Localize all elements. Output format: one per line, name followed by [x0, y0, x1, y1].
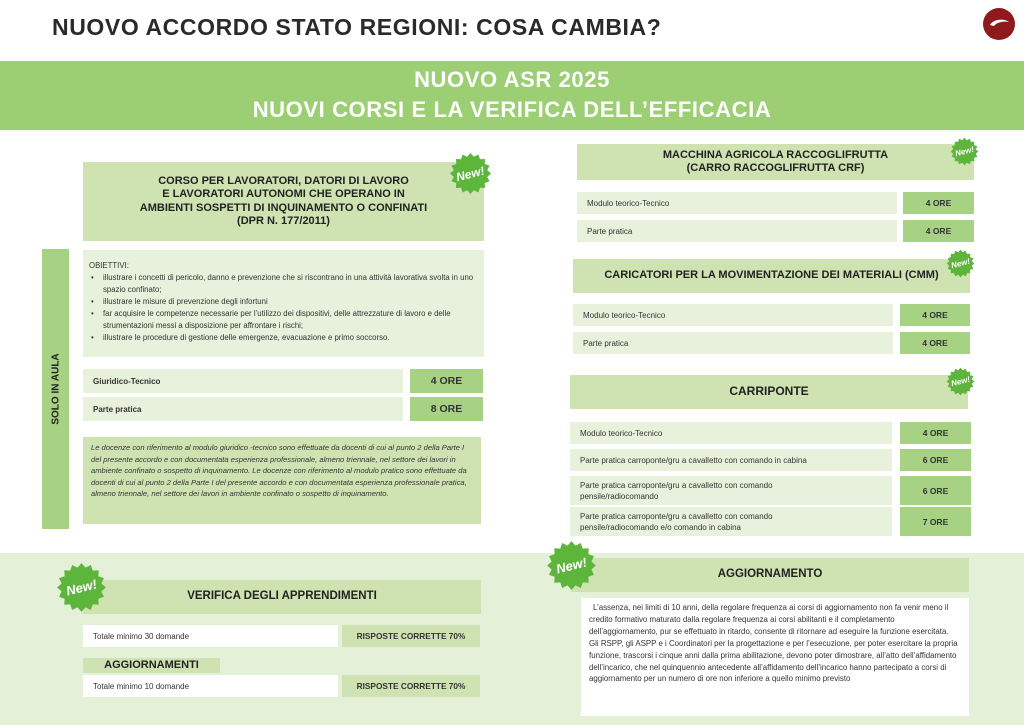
module-label: Parte pratica: [587, 226, 633, 236]
confinati-title-line: (DPR N. 177/2011): [237, 215, 330, 227]
module-row: [573, 304, 893, 326]
verifica-row-value: RISPOSTE CORRETTE 70%: [342, 625, 480, 647]
objectives-box: [83, 250, 484, 357]
module-label: Giuridico-Tecnico: [93, 376, 161, 386]
badge-text: New!: [950, 374, 971, 389]
new-badge: [56, 562, 107, 613]
teachers-note: Le docenze con riferimento al modulo giuridico -tecnico sono effettuate da docenti di cui al punto 2 della Parte I del presente accordo e con documentata esperienza professionale, almeno triennale, nel settore dei lavori in ambiente confinato o sospetto di inquinamento. Le docenze con riferimento al modulo pratico sono effettuate da docenti di cui al punto 2 della Parte I del presente accordo e con documentata esperienza professionale pratica, almeno triennale, nel settore dei lavori in ambiente confinato o sospetto di inquinamento.: [83, 437, 481, 524]
caricatori-title-text: CARICATORI PER LA MOVIMENTAZIONE DEI MATERIALI (CMM): [604, 269, 939, 282]
side-label: [42, 249, 69, 529]
new-badge: [950, 137, 979, 166]
module-row: [570, 422, 892, 444]
module-hours: 8 ORE: [410, 397, 483, 421]
objective-item: • illustrare le misure di prevenzione degli infortuni: [89, 296, 484, 308]
new-badge: [946, 249, 975, 278]
raccoglifrutta-title-line: MACCHINA AGRICOLA RACCOGLIFRUTTA: [662, 148, 889, 161]
module-label: Parte pratica carroponte/gru a cavalletto con comando in cabina: [580, 455, 807, 465]
module-label: Modulo teorico-Tecnico: [583, 310, 666, 320]
module-row: [573, 332, 893, 354]
aggiornamenti-row-label: Totale minimo 10 domande: [93, 681, 190, 691]
module-label: Parte pratica carroponte/gru a cavalletto con comando pensile/radiocomando e/o comando in cabina: [580, 511, 773, 532]
aggiornamento-paragraph: Gli RSPP, gli ASPP e i Coordinatori per la progettazione e per l’esecuzione, per poter esercitare la propria funzione, trascorsi i cinque anni dalla prima abilitazione, devono poter dimostrare, all’atto dell’affidamento dell’incarico, che nel quinquennio antecedente all’affidamento dell’incarico hanno partecipato a corsi di aggiornamento per un numero di ore non inferiore a quello minimo previsto: [589, 638, 958, 684]
module-hours: 7 ORE: [900, 507, 971, 536]
module-hours: 4 ORE: [410, 369, 483, 393]
badge-text: New!: [954, 144, 975, 159]
verifica-title: [83, 580, 481, 614]
module-label: Parte pratica carroponte/gru a cavalletto con comando pensile/radiocomando: [580, 480, 773, 501]
side-label-text: SOLO IN AULA: [50, 353, 61, 425]
logo: [983, 8, 1015, 40]
module-hours: 4 ORE: [900, 304, 970, 326]
objective-item: • far acquisire le competenze necessarie per l’utilizzo dei dispositivi, delle attrezzature di lavoro e delle strumentazioni messi a disposizione per affrontare i rischi;: [89, 308, 484, 332]
confinati-title-line: CORSO PER LAVORATORI, DATORI DI LAVORO: [158, 174, 409, 187]
new-badge: [546, 540, 597, 591]
module-hours: 4 ORE: [900, 422, 971, 444]
raccoglifrutta-title: [577, 144, 974, 180]
module-hours: 6 ORE: [900, 449, 971, 471]
module-row: [83, 369, 403, 393]
banner: [0, 61, 1024, 130]
objectives-list: [89, 272, 484, 344]
objective-item: • illustrare le procedure di gestione delle emergenze, evacuazione e primo soccorso.: [89, 332, 484, 344]
confinati-title-line: E LAVORATORI AUTONOMI CHE OPERANO IN: [162, 188, 405, 200]
badge-text: New!: [454, 163, 487, 184]
new-badge: [449, 152, 492, 195]
aggiornamento-title: [571, 558, 969, 592]
carriponte-title: [570, 375, 968, 409]
raccoglifrutta-title-line: (CARRO RACCOGLIFRUTTA CRF): [686, 162, 865, 174]
module-hours: 4 ORE: [903, 220, 974, 242]
module-row: [577, 192, 897, 214]
module-label: Modulo teorico-Tecnico: [587, 198, 670, 208]
new-badge: [946, 367, 975, 396]
logo-icon: [983, 8, 1015, 40]
page-title: NUOVO ACCORDO STATO REGIONI: COSA CAMBIA?: [52, 14, 662, 40]
aggiornamento-title-text: AGGIORNAMENTO: [717, 568, 823, 581]
aggiornamenti-row-value: RISPOSTE CORRETTE 70%: [342, 675, 480, 697]
aggiornamento-paragraph: L’assenza, nei limiti di 10 anni, della regolare frequenza ai corsi di aggiornamento non fa venir meno il credito formativo maturato dalla regolare frequenza ai corsi abilitanti e il completamento dell’aggiornamento, pur se effettuato in ritardo, consente di ritornare ad eseguire la funzione esercitata.: [589, 603, 949, 636]
verifica-row-label: Totale minimo 30 domande: [93, 631, 190, 641]
module-hours: 4 ORE: [903, 192, 974, 214]
caricatori-title: [573, 256, 971, 293]
aggiornamenti-title-text: AGGIORNAMENTI: [104, 658, 199, 671]
module-row: [570, 507, 892, 536]
banner-line-1: NUOVO ASR 2025: [414, 67, 610, 92]
carriponte-title-text: CARRIPONTE: [729, 384, 809, 399]
module-row: [83, 397, 403, 421]
badge-text: New!: [554, 554, 589, 577]
objectives-label: OBIETTIVI:: [89, 261, 129, 270]
module-label: Parte pratica: [583, 338, 629, 348]
confinati-title: [83, 162, 487, 241]
badge-text: New!: [950, 256, 971, 271]
verifica-title-text: VERIFICA DEGLI APPRENDIMENTI: [187, 590, 377, 603]
module-label: Parte pratica: [93, 404, 142, 414]
objective-item: • illustrare i concetti di pericolo, danno e prevenzione che si riscontrano in una attività lavorativa svolta in uno spazio confinato;: [89, 272, 484, 296]
aggiornamenti-row: [83, 675, 338, 697]
aggiornamenti-title: [83, 658, 220, 673]
aggiornamento-text: [581, 598, 969, 716]
badge-text: New!: [64, 576, 99, 599]
module-hours: 4 ORE: [900, 332, 970, 354]
module-hours: 6 ORE: [900, 476, 971, 505]
module-row: [570, 476, 892, 505]
module-label: Modulo teorico-Tecnico: [580, 428, 663, 438]
banner-line-2: NUOVI CORSI E LA VERIFICA DELL’EFFICACIA: [252, 97, 772, 122]
module-row: [577, 220, 897, 242]
verifica-row: [83, 625, 338, 647]
module-row: [570, 449, 892, 471]
confinati-title-line: AMBIENTI SOSPETTI DI INQUINAMENTO O CONFINATI: [139, 201, 428, 214]
